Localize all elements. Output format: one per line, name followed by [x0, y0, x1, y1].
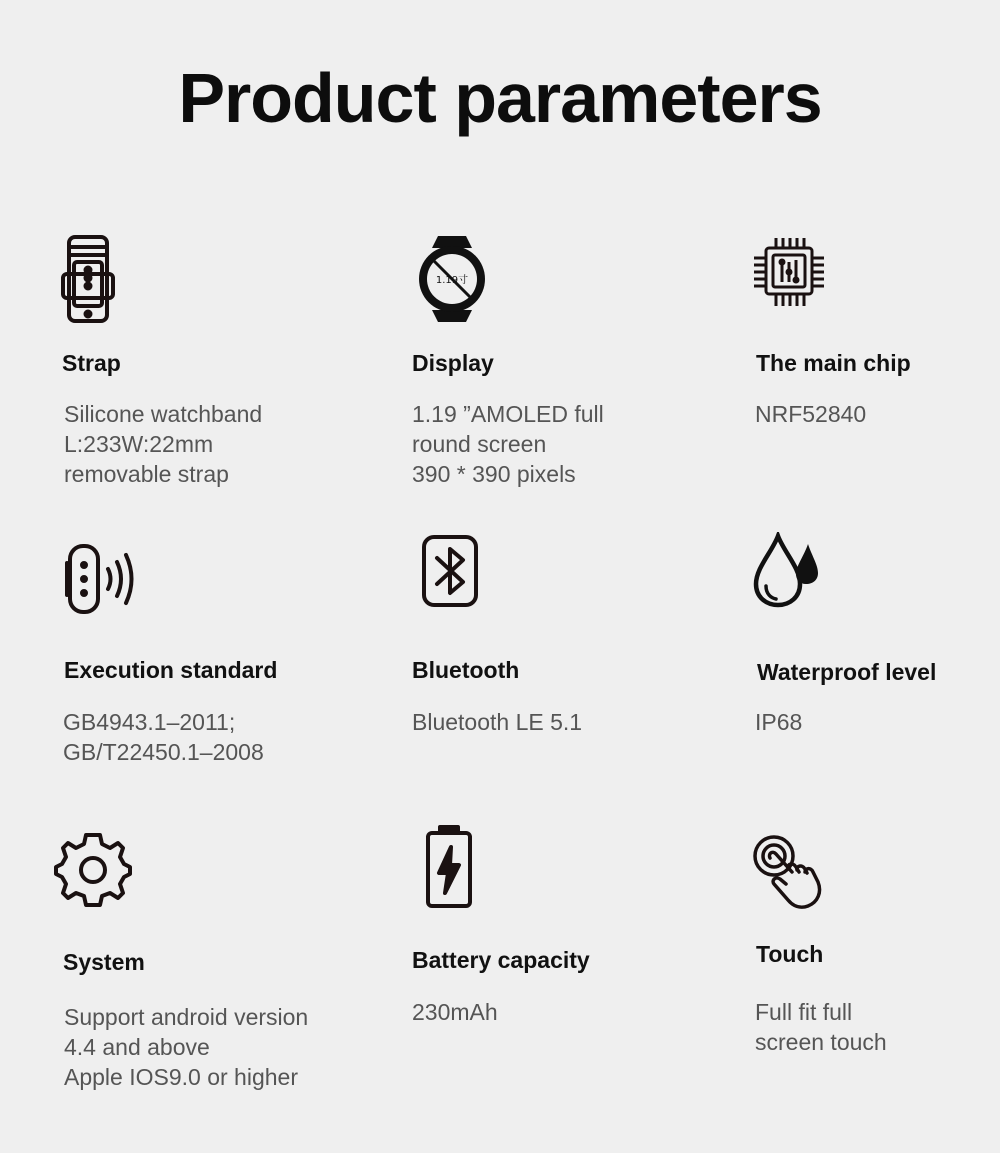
- param-label-system: System: [63, 949, 145, 975]
- desc-line: Bluetooth LE 5.1: [412, 709, 583, 735]
- desc-line: GB4943.1–2011;: [63, 709, 236, 735]
- param-desc-strap: [64, 399, 262, 489]
- param-label-display: Display: [412, 350, 494, 376]
- page-title: Product parameters: [178, 59, 822, 137]
- param-desc-execution-standard: [63, 707, 264, 767]
- vibration-band-icon: [64, 543, 140, 615]
- param-label-touch: Touch: [756, 941, 824, 967]
- param-desc-display: [412, 399, 604, 489]
- display-size-badge: 1.19寸: [435, 275, 469, 286]
- param-desc-waterproof: [755, 707, 802, 737]
- param-desc-system: [64, 1002, 308, 1092]
- battery-icon: [425, 825, 473, 909]
- watch-display-icon: [414, 234, 490, 324]
- param-label-execution-standard: Execution standard: [64, 657, 278, 683]
- desc-line: Silicone watchband: [64, 401, 263, 427]
- desc-line: 1.19 ”AMOLED full: [412, 401, 604, 427]
- desc-line: IP68: [755, 709, 803, 735]
- bluetooth-icon: [421, 534, 479, 608]
- desc-line: GB/T22450.1–2008: [63, 739, 264, 765]
- desc-line: 4.4 and above: [64, 1034, 210, 1060]
- param-label-chip: The main chip: [756, 350, 911, 376]
- desc-line: 390 * 390 pixels: [412, 461, 576, 487]
- watch-strap-icon: [60, 234, 116, 324]
- chip-icon: [752, 236, 826, 308]
- param-desc-battery: [412, 997, 498, 1027]
- param-desc-chip: [755, 399, 866, 429]
- desc-line: 230mAh: [412, 999, 498, 1025]
- gear-icon: [54, 832, 132, 908]
- desc-line: screen touch: [755, 1029, 887, 1055]
- desc-line: L:233W:22mm: [64, 431, 214, 457]
- desc-line: NRF52840: [755, 401, 867, 427]
- desc-line: Support android version: [64, 1004, 309, 1030]
- desc-line: Apple IOS9.0 or higher: [64, 1064, 298, 1090]
- param-label-battery: Battery capacity: [412, 947, 590, 973]
- param-desc-touch: [755, 997, 887, 1057]
- touch-hand-icon: [752, 834, 834, 910]
- desc-line: round screen: [412, 431, 547, 457]
- param-label-waterproof: Waterproof level: [757, 659, 937, 685]
- param-desc-bluetooth: [412, 707, 582, 737]
- param-label-bluetooth: Bluetooth: [412, 657, 520, 683]
- water-drops-icon: [752, 532, 822, 608]
- desc-line: removable strap: [64, 461, 229, 487]
- desc-line: Full fit full: [755, 999, 853, 1025]
- param-label-strap: Strap: [62, 350, 121, 376]
